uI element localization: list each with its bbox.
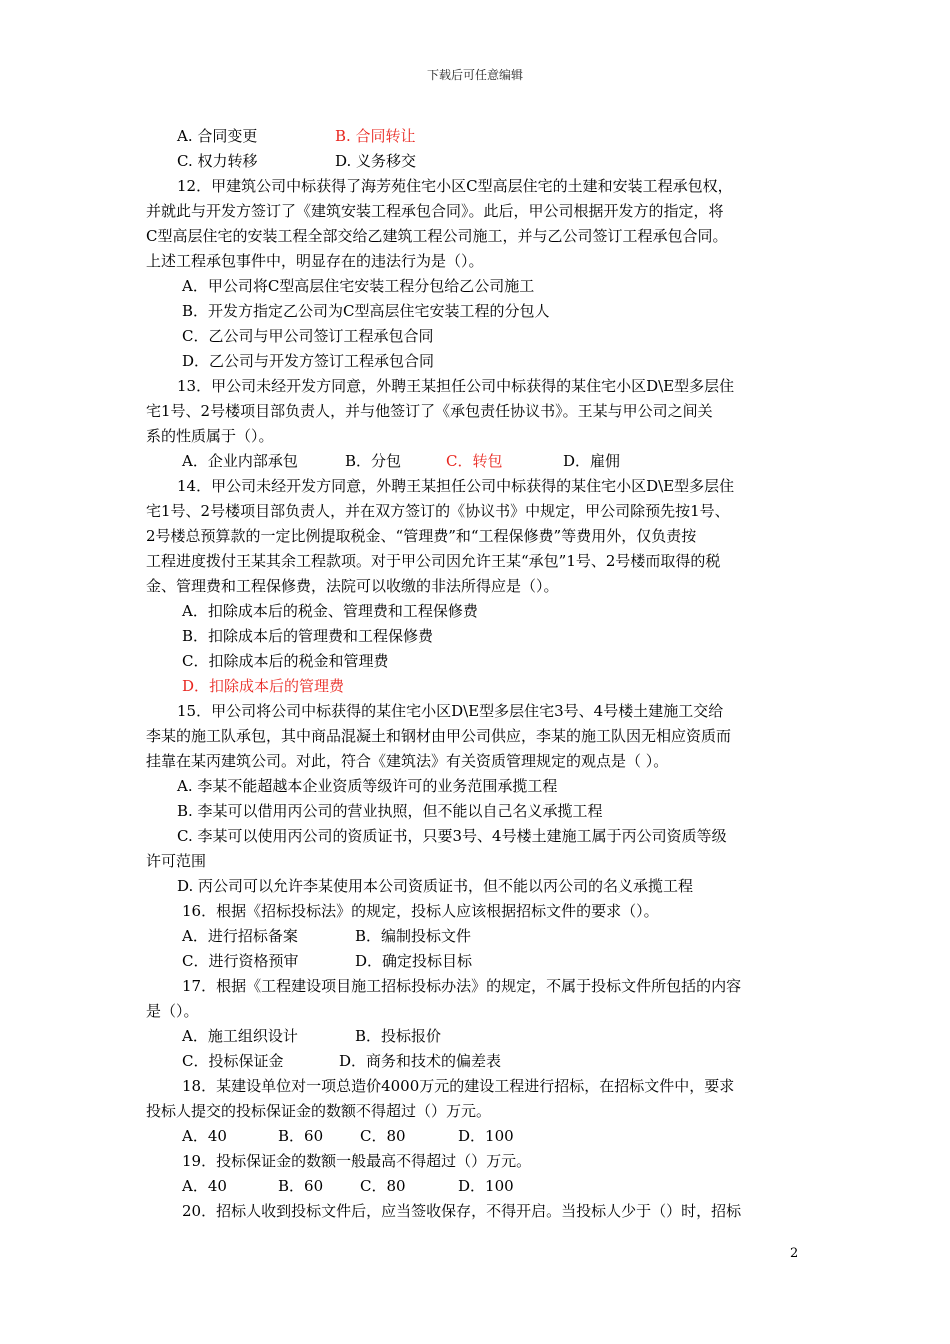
option-a: A．40 [182, 1127, 227, 1145]
options-row [146, 1024, 806, 1049]
option-a: A．进行招标备案 [182, 927, 298, 945]
text-line: 并就此与开发方签订了《建筑安装工程承包合同》。此后，甲公司根据开发方的指定，将 [146, 202, 724, 220]
options-row [146, 1124, 806, 1149]
text-line: 宅1号、2号楼项目部负责人，并在双方签订的《协议书》中规定，甲公司除预先按1号、 [146, 502, 730, 520]
options-row [146, 124, 806, 149]
question-17: 17．根据《工程建设项目施工招标投标办法》的规定，不属于投标文件所包括的内容 [182, 977, 742, 995]
options-row [146, 949, 806, 974]
question-16: 16．根据《招标投标法》的规定，投标人应该根据招标文件的要求（）。 [182, 902, 659, 920]
option-b: B．60 [278, 1177, 324, 1195]
question-18: 18．某建设单位对一项总造价4000万元的建设工程进行招标，在招标文件中，要求 [182, 1077, 735, 1095]
option-d: D．确定投标目标 [355, 952, 473, 970]
option-a: A．甲公司将C型高层住宅安装工程分包给乙公司施工 [182, 277, 535, 295]
option-d: D．乙公司与开发方签订工程承包合同 [182, 352, 435, 370]
question-12: 12．甲建筑公司中标获得了海芳苑住宅小区C型高层住宅的土建和安装工程承包权， [177, 177, 733, 195]
document-body [146, 124, 806, 1224]
option-b: B．开发方指定乙公司为C型高层住宅安装工程的分包人 [182, 302, 550, 320]
options-row [146, 149, 806, 174]
option-c: C．乙公司与甲公司签订工程承包合同 [182, 327, 434, 345]
option-b: B．60 [278, 1127, 324, 1145]
option-b: B．分包 [345, 452, 402, 470]
options-row [146, 1174, 806, 1199]
option-c-answer: C．转包 [446, 452, 503, 470]
text-line: 李某的施工队承包，其中商品混凝土和钢材由甲公司供应，李某的施工队因无相应资质而 [146, 727, 732, 745]
option-a: A．施工组织设计 [182, 1027, 298, 1045]
option-d: D．100 [458, 1177, 514, 1195]
text-line: C型高层住宅的安装工程全部交给乙建筑工程公司施工，并与乙公司签订工程承包合同。 [146, 227, 728, 245]
question-19: 19．投标保证金的数额一般最高不得超过（）万元。 [182, 1152, 532, 1170]
option-b: B. 李某可以借用丙公司的营业执照，但不能以自己名义承揽工程 [177, 802, 603, 820]
question-15: 15．甲公司将公司中标获得的某住宅小区D\E型多层住宅3号、4号楼土建施工交给 [177, 702, 724, 720]
option-d: D. 丙公司可以允许李某使用本公司资质证书，但不能以丙公司的名义承揽工程 [177, 877, 694, 895]
option-b: B．编制投标文件 [355, 927, 472, 945]
text-line: 工程进度拨付王某其余工程款项。对于甲公司因允许王某“承包”1号、2号楼而取得的税 [146, 552, 721, 570]
page-header: 下载后可任意编辑 [426, 68, 523, 82]
option-a: A. 合同变更 [177, 127, 258, 145]
options-row [146, 924, 806, 949]
text-line: 挂靠在某丙建筑公司。对此，符合《建筑法》有关资质管理规定的观点是（ ）。 [146, 752, 669, 770]
question-13: 13．甲公司未经开发方同意，外聘王某担任公司中标获得的某住宅小区D\E型多层住 [177, 377, 735, 395]
option-c: C．扣除成本后的税金和管理费 [182, 652, 389, 670]
text-line: 宅1号、2号楼项目部负责人，并与他签订了《承包责任协议书》。王某与甲公司之间关 [146, 402, 713, 420]
options-row [146, 449, 806, 474]
option-d: D．商务和技术的偏差表 [339, 1052, 502, 1070]
option-b: B．扣除成本后的管理费和工程保修费 [182, 627, 434, 645]
text-line: 2号楼总预算款的一定比例提取税金、“管理费”和“工程保修费”等费用外，仅负责按 [146, 527, 697, 545]
option-c: C．80 [360, 1127, 406, 1145]
option-c: C. 李某可以使用丙公司的资质证书，只要3号、4号楼土建施工属于丙公司资质等级 [177, 827, 727, 845]
page-number: 2 [790, 1246, 799, 1261]
text-line: 上述工程承包事件中，明显存在的违法行为是（）。 [146, 252, 484, 270]
text-line: 金、管理费和工程保修费，法院可以收缴的非法所得应是（）。 [146, 577, 559, 595]
option-c: C．投标保证金 [182, 1052, 284, 1070]
option-d: D．100 [458, 1127, 514, 1145]
text-line: 是（）。 [146, 1002, 199, 1020]
option-a: A. 李某不能超越本企业资质等级许可的业务范围承揽工程 [177, 777, 558, 795]
text-line: 许可范围 [146, 852, 207, 870]
option-d: D．雇佣 [563, 452, 621, 470]
option-d-answer: D．扣除成本后的管理费 [182, 677, 345, 695]
option-c: C．进行资格预审 [182, 952, 299, 970]
option-c: C. 权力转移 [177, 152, 258, 170]
option-d: D. 义务移交 [335, 152, 417, 170]
options-row [146, 1049, 806, 1074]
option-b: B．投标报价 [355, 1027, 442, 1045]
option-a: A．40 [182, 1177, 227, 1195]
option-c: C．80 [360, 1177, 406, 1195]
question-14: 14．甲公司未经开发方同意，外聘王某担任公司中标获得的某住宅小区D\E型多层住 [177, 477, 735, 495]
option-a: A．企业内部承包 [182, 452, 298, 470]
text-line: 投标人提交的投标保证金的数额不得超过（）万元。 [146, 1102, 492, 1120]
option-b-answer: B. 合同转让 [335, 127, 416, 145]
option-a: A．扣除成本后的税金、管理费和工程保修费 [182, 602, 478, 620]
text-line: 系的性质属于（）。 [146, 427, 274, 445]
question-20: 20．招标人收到投标文件后，应当签收保存，不得开启。当投标人少于（）时，招标 [182, 1202, 742, 1220]
